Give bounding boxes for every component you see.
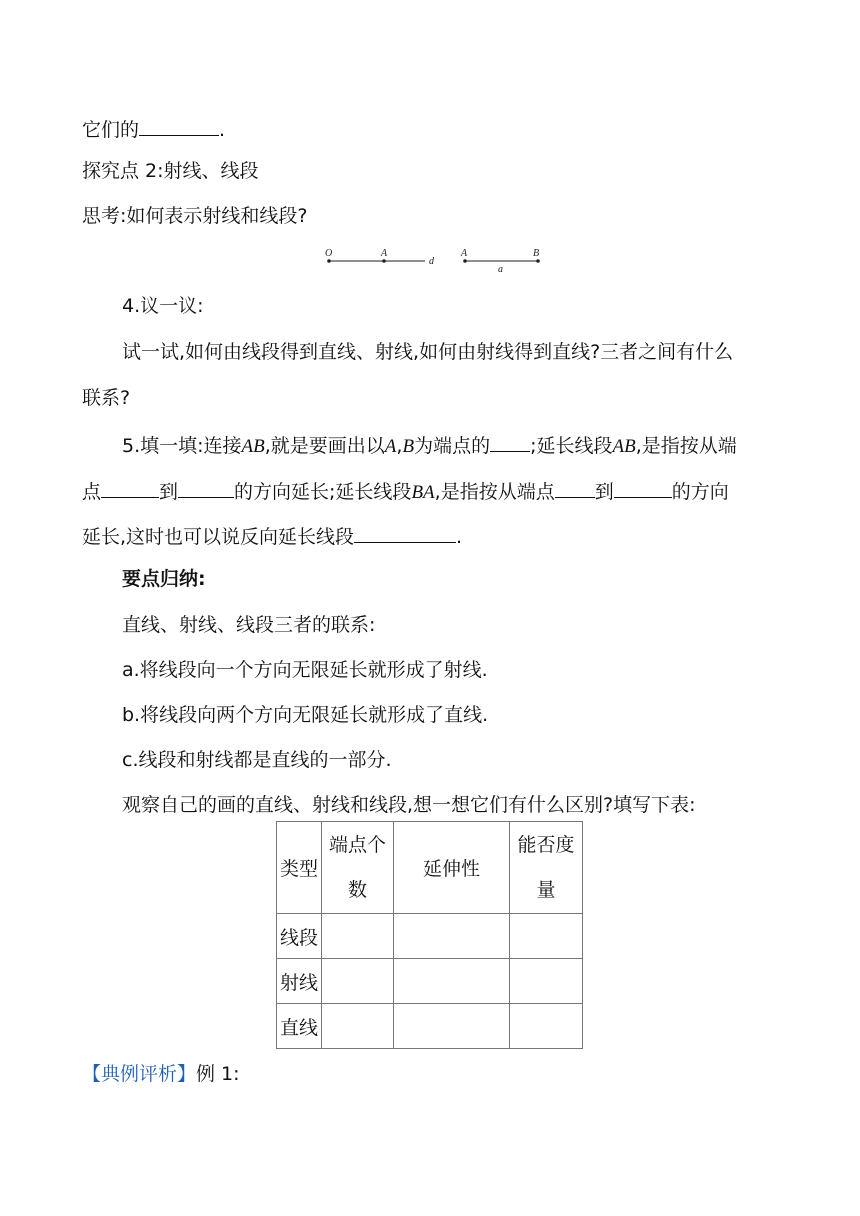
ray-segment-figure xyxy=(320,246,560,276)
q4-title: 4.议一议: xyxy=(122,295,204,317)
q5-line2 xyxy=(82,480,729,502)
summary-intro: 直线、射线、线段三者的联系: xyxy=(122,614,376,636)
segment-label-a: A xyxy=(461,248,468,259)
q5-text: ,是指按从端 xyxy=(635,435,737,457)
header-type: 类型 xyxy=(277,822,322,914)
observe-instruction: 观察自己的画的直线、射线和线段,想一想它们有什么区别?填写下表: xyxy=(122,794,696,816)
header-endpoints xyxy=(322,822,394,914)
table-row xyxy=(277,959,583,1004)
summary-point-b: b.将线段向两个方向无限延长就形成了直线. xyxy=(122,704,489,726)
think-question: 思考:如何表示射线和线段? xyxy=(82,205,308,227)
q5-text: ,就是要画出以 xyxy=(264,435,385,457)
table-cell[interactable] xyxy=(394,959,510,1004)
q5-text: 5.填一填:连接 xyxy=(122,435,242,457)
answer-blank[interactable] xyxy=(178,480,234,498)
fill-in-line-top xyxy=(82,118,225,140)
q5-text: 到 xyxy=(159,481,179,503)
header-endpoints-line1: 端点个 xyxy=(328,833,386,856)
math-ba: BA xyxy=(411,482,435,503)
section-title: 探究点 2:射线、线段 xyxy=(82,160,259,182)
q5-text: ;延长线段 xyxy=(530,435,613,457)
ray-label-a: A xyxy=(381,248,388,259)
q5-text: ,是指按从端点 xyxy=(434,481,555,503)
math-a: A xyxy=(384,436,397,457)
ray-label-d: d xyxy=(429,256,434,267)
q4-line2: 联系? xyxy=(82,387,131,409)
segment-label-b: B xyxy=(533,248,540,259)
table-cell[interactable] xyxy=(510,959,583,1004)
table-header-row xyxy=(277,822,583,914)
q5-text: 延长,这时也可以说反向延长线段 xyxy=(82,526,355,548)
q5-line1 xyxy=(122,434,737,456)
segment-label-a-name: a xyxy=(498,264,503,275)
q5-text: 到 xyxy=(594,481,614,503)
table-cell[interactable] xyxy=(322,959,394,1004)
header-endpoints-line2: 数 xyxy=(347,878,367,901)
comparison-table xyxy=(276,821,583,1049)
period: . xyxy=(456,526,463,548)
q4-line1: 试一试,如何由线段得到直线、射线,如何由射线得到直线?三者之间有什么 xyxy=(122,341,734,363)
table-cell[interactable] xyxy=(394,1004,510,1049)
header-measure xyxy=(510,822,583,914)
ray-label-o: O xyxy=(325,248,333,259)
header-extend: 延伸性 xyxy=(394,822,510,914)
answer-blank[interactable] xyxy=(555,480,595,498)
answer-blank[interactable] xyxy=(614,480,672,498)
example-tag: 【典例评析】 xyxy=(82,1063,197,1085)
row-label: 射线 xyxy=(277,959,322,1004)
q5-text: 为端点的 xyxy=(414,435,491,457)
q5-text: 点 xyxy=(82,481,102,503)
q5-text: , xyxy=(396,435,403,457)
answer-blank[interactable] xyxy=(101,480,159,498)
text-prefix: 它们的 xyxy=(82,119,140,141)
table-cell[interactable] xyxy=(322,914,394,959)
math-ab: AB xyxy=(612,436,636,457)
q5-text: 的方向延长;延长线段 xyxy=(234,481,412,503)
period: . xyxy=(219,119,226,141)
table-cell[interactable] xyxy=(394,914,510,959)
summary-point-a: a.将线段向一个方向无限延长就形成了射线. xyxy=(122,659,488,681)
row-label: 线段 xyxy=(277,914,322,959)
header-measure-line2: 量 xyxy=(536,878,556,901)
example-label: 例 1: xyxy=(196,1063,240,1085)
table-cell[interactable] xyxy=(510,1004,583,1049)
row-label: 直线 xyxy=(277,1004,322,1049)
q5-text: 的方向 xyxy=(671,481,729,503)
summary-point-c: c.线段和射线都是直线的一部分. xyxy=(122,749,392,771)
table-cell[interactable] xyxy=(322,1004,394,1049)
table-cell[interactable] xyxy=(510,914,583,959)
math-b: B xyxy=(402,436,415,457)
answer-blank[interactable] xyxy=(354,525,456,543)
header-measure-line1: 能否度 xyxy=(517,833,575,856)
example-line xyxy=(82,1065,240,1084)
answer-blank[interactable] xyxy=(139,118,219,136)
answer-blank[interactable] xyxy=(490,434,530,452)
table-row xyxy=(277,1004,583,1049)
q5-line3 xyxy=(82,525,462,547)
summary-heading: 要点归纳: xyxy=(122,568,206,590)
math-ab: AB xyxy=(241,436,265,457)
table-row xyxy=(277,914,583,959)
